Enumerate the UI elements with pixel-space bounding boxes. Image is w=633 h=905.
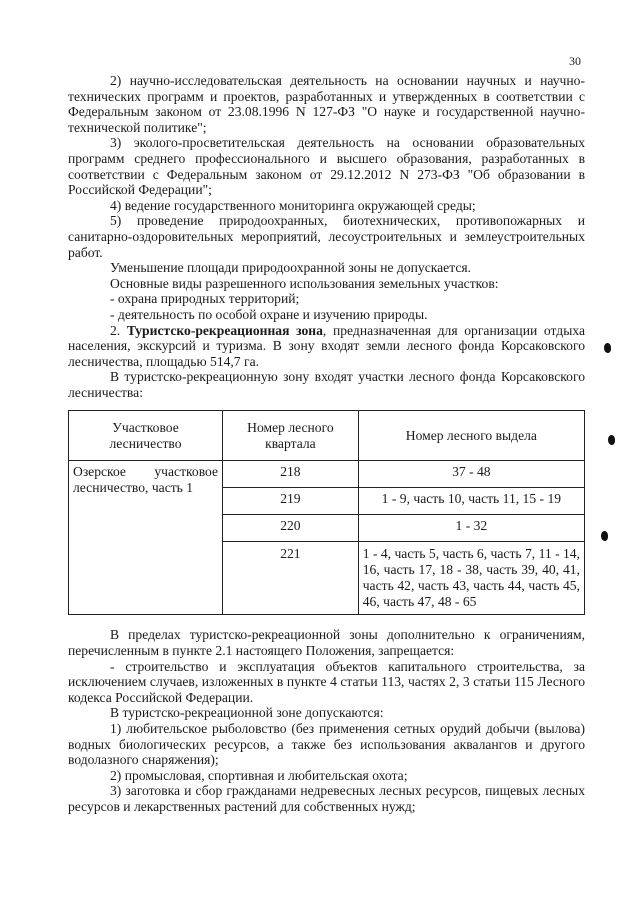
cell-vydel: 1 - 4, часть 5, часть 6, часть 7, 11 - 14, 16, часть 17, 18 - 38, часть 39, 40, 41, часть 42, часть 43, часть 44, часть 45, 46, часть 47, 48 - 65: [358, 542, 584, 615]
list-item: - охрана природных территорий;: [110, 291, 300, 307]
header-forestry: Участковое лесничество: [69, 411, 223, 461]
paragraph: 4) ведение государственного мониторинга окружающей среды;: [110, 197, 476, 213]
cell-forestry: Озерское участковое лесничество, часть 1: [69, 461, 223, 615]
cell-vydel: 1 - 9, часть 10, часть 11, 15 - 19: [358, 488, 584, 515]
paragraph: Основные виды разрешенного использования земельных участков:: [110, 275, 499, 291]
zone-heading-paragraph: [68, 323, 585, 370]
table-row: [69, 461, 585, 488]
list-item: - деятельность по особой охране и изучению природы.: [110, 306, 428, 322]
paragraph: 3) эколого-просветительская деятельность на основании образовательных программ среднего профессионального и высшего образования, разработанных в соответствии с Федеральным законом от 29.12.2012 N 273-ФЗ "Об образовании в Российской Федерации";: [68, 135, 585, 198]
paragraph: - строительство и эксплуатация объектов капитального строительства, за исключением случаев, изложенных в пункте 4 статьи 113, частях 2, 3 статьи 115 Лесного кодекса Российской Федерации.: [68, 658, 585, 705]
cell-kvartal: 221: [223, 542, 359, 615]
paragraph: 2) научно-исследовательская деятельность на основании научных и научно-технических программ и проектов, разработанных и утвержденных в соответствии с Федеральным законом от 23.08.1996 N 127-ФЗ "О науке и государственной научно-технической политике";: [68, 73, 585, 135]
paragraph: 2) промысловая, спортивная и любительская охота;: [110, 767, 408, 783]
cell-vydel: 37 - 48: [358, 461, 584, 488]
page-number: 30: [569, 54, 581, 68]
paragraph: В туристско-рекреационной зоне допускаются:: [110, 705, 384, 721]
paragraph: 1) любительское рыболовство (без применения сетных орудий добычи (вылова) водных биологических ресурсов, а также без использования аквалангов и другого водолазного снаряжения);: [68, 721, 585, 768]
zone-title: Туристско-рекреационная зона: [126, 322, 323, 338]
zone-description: , предназначенная для организации отдыха населения, экскурсий и туризма. В зону входят земли лесного фонда Корсаковского лесничества, площадью 514,7 га.: [68, 322, 585, 369]
document-body: [68, 73, 585, 815]
forest-plots-table: [68, 410, 585, 615]
paragraph: Уменьшение площади природоохранной зоны не допускается.: [110, 260, 472, 276]
ink-mark: [601, 531, 608, 541]
cell-kvartal: 218: [223, 461, 359, 488]
ink-mark: [608, 435, 615, 445]
cell-vydel: 1 - 32: [358, 515, 584, 542]
header-kvartal: Номер лесного квартала: [223, 411, 359, 461]
table-header-row: [69, 411, 585, 461]
paragraph: 5) проведение природоохранных, биотехнических, противопожарных и санитарно-оздоровительных мероприятий, лесоустроительных и землеустроительных работ.: [68, 213, 585, 260]
zone-number: 2.: [110, 322, 121, 338]
cell-kvartal: 220: [223, 515, 359, 542]
header-vydel: Номер лесного выдела: [358, 411, 584, 461]
table-intro: В туристско-рекреационную зону входят участки лесного фонда Корсаковского лесничества:: [68, 369, 585, 400]
cell-kvartal: 219: [223, 488, 359, 515]
paragraph: 3) заготовка и сбор гражданами недревесных лесных ресурсов, пищевых лесных ресурсов и лекарственных растений для собственных нужд;: [68, 783, 585, 814]
ink-mark: [604, 343, 611, 353]
paragraph: В пределах туристско-рекреационной зоны дополнительно к ограничениям, перечисленным в пункте 2.1 настоящего Положения, запрещается:: [68, 627, 585, 659]
